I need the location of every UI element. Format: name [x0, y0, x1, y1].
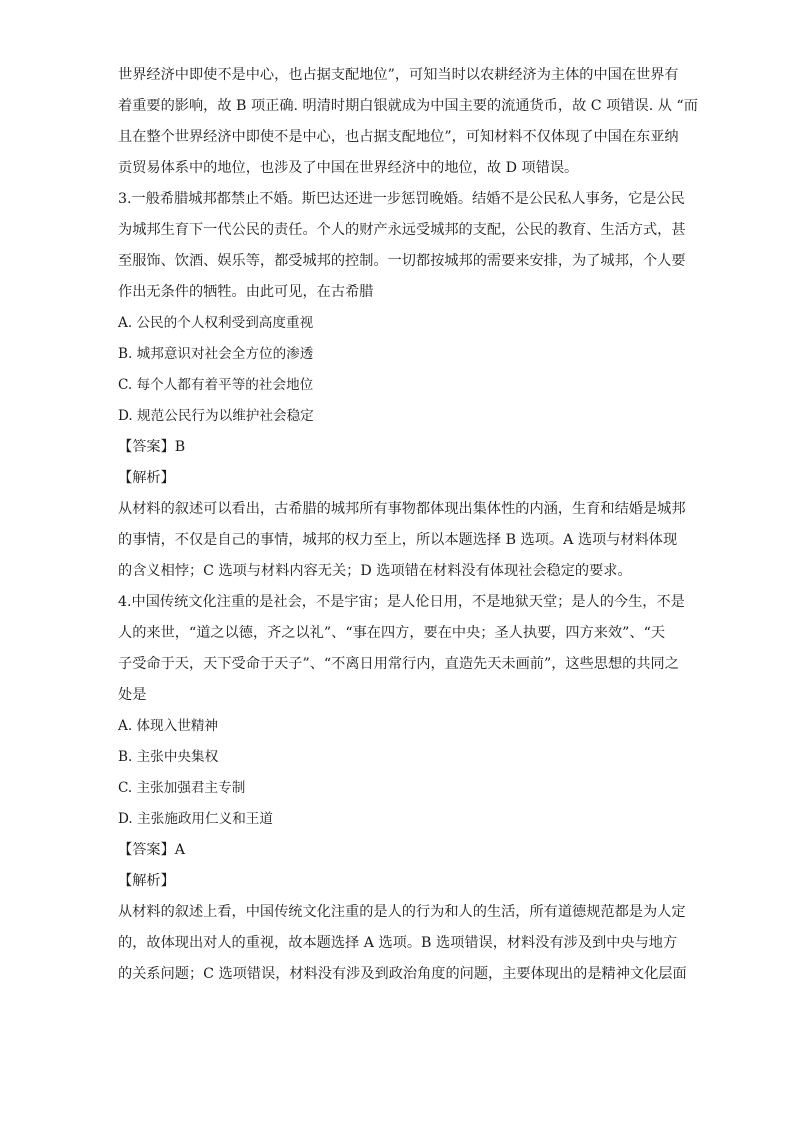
- analysis-line: 的事情，不仅是自己的事情，城邦的权力至上，所以本题选择 B 选项。A 选项与材料体现: [118, 532, 678, 548]
- analysis-label: 【解析】: [118, 470, 175, 486]
- question-3: [118, 184, 686, 587]
- option-a: A. 体现入世精神: [118, 718, 219, 734]
- answer-label: 【答案】B: [118, 439, 186, 455]
- question-4-stem: [118, 587, 685, 711]
- option-b: B. 主张中央集权: [118, 749, 219, 765]
- stem-line: 处是: [118, 687, 147, 703]
- stem-line: 至服饰、饮酒、娱乐等，都受城邦的控制。一切都按城邦的需要来安排，为了城邦，个人要: [118, 253, 686, 269]
- option-c: C. 每个人都有着平等的社会地位: [118, 377, 314, 393]
- analysis-line: 的含义相悖；C 选项与材料内容无关；D 选项错在材料没有体现社会稳定的要求。: [118, 563, 632, 579]
- question-3-options: [118, 308, 678, 432]
- stem-line: 子受命于天，天下受命于天子”、“不离日用常行内，直造先天未画前”，这些思想的共同之: [118, 656, 679, 672]
- option-c: C. 主张加强君主专制: [118, 780, 246, 796]
- analysis-line: 从材料的叙述上看，中国传统文化注重的是人的行为和人的生活，所有道德规范都是为人定: [118, 904, 686, 920]
- question-4-analysis: [118, 897, 687, 990]
- question-4: [118, 587, 687, 990]
- intro-line: 贡贸易体系中的地位，也涉及了中国在世界经济中的地位，故 D 项错误。: [118, 160, 579, 176]
- stem-line: 3.一般希腊城邦都禁止不婚。斯巴达还进一步惩罚晚婚。结婚不是公民私人事务，它是公民: [118, 191, 685, 207]
- intro-line: 着重要的影响，故 B 项正确. 明清时期白银就成为中国主要的流通货币，故 C 项错误. 从 “而: [118, 98, 698, 114]
- option-d: D. 主张施政用仁义和王道: [118, 811, 273, 827]
- answer-label: 【答案】A: [118, 842, 185, 858]
- analysis-label: 【解析】: [118, 873, 175, 889]
- stem-line: 4.中国传统文化注重的是社会，不是宇宙；是人伦日用，不是地狱天堂；是人的今生，不是: [118, 594, 685, 610]
- question-4-options: [118, 711, 678, 835]
- intro-line: 世界经济中即使不是中心，也占据支配地位”，可知当时以农耕经济为主体的中国在世界有: [118, 67, 679, 83]
- analysis-line: 的关系问题；C 选项错误，材料没有涉及到政治角度的问题，主要体现出的是精神文化层面: [118, 966, 687, 982]
- analysis-line: 的，故体现出对人的重视，故本题选择 A 选项。B 选项错误，材料没有涉及到中央与地方: [118, 935, 678, 951]
- option-b: B. 城邦意识对社会全方位的渗透: [118, 346, 314, 362]
- intro-paragraph: [118, 60, 698, 184]
- stem-line: 作出无条件的牺牲。由此可见，在古希腊: [118, 284, 374, 300]
- question-3-stem: [118, 184, 686, 308]
- document-page: [118, 60, 698, 990]
- stem-line: 人的来世，“道之以德，齐之以礼”、“事在四方，要在中央；圣人执要，四方来效”、“天: [118, 625, 666, 641]
- analysis-line: 从材料的叙述可以看出，古希腊的城邦所有事物都体现出集体性的内涵，生育和结婚是城邦: [118, 501, 686, 517]
- stem-line: 为城邦生育下一代公民的责任。个人的财产永远受城邦的支配，公民的教育、生活方式，甚: [118, 222, 686, 238]
- intro-line: 且在整个世界经济中即使不是中心，也占据支配地位”，可知材料不仅体现了中国在东亚纳: [118, 129, 679, 145]
- option-a: A. 公民的个人权利受到高度重视: [118, 315, 314, 331]
- question-3-analysis: [118, 494, 686, 587]
- option-d: D. 规范公民行为以维护社会稳定: [118, 408, 314, 424]
